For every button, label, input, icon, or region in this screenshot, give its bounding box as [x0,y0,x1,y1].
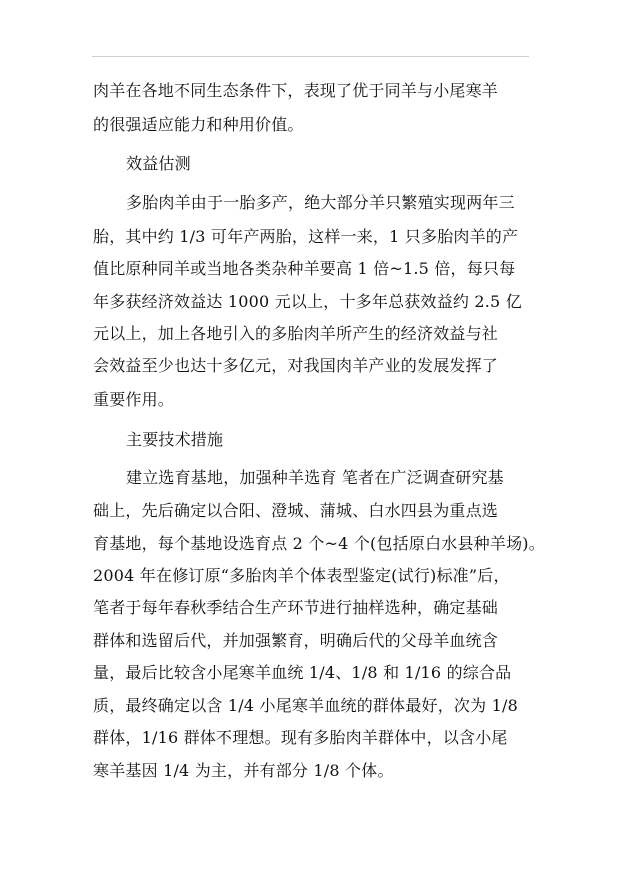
text-line: 础上，先后确定以合阳、澄城、蒲城、白水四县为重点选 [93,501,499,520]
header-rule [92,56,529,57]
text-line: 群体，1/16 群体不理想。现有多胎肉羊群体中，以含小尾 [93,728,508,747]
text-line: 年多获经济效益达 1000 元以上，十多年总获效益约 2.5 亿 [93,292,522,311]
text-line: 元以上，加上各地引入的多胎肉羊所产生的经济效益与社 [93,324,499,343]
section-heading: 主要技术措施 [126,430,224,449]
text-line: 值比原种同羊或当地各类杂种羊要高 1 倍~1.5 倍，每只每 [93,259,516,278]
text-line: 寒羊基因 1/4 为主，并有部分 1/8 个体。 [93,761,394,780]
text-line: 笔者于每年春秋季结合生产环节进行抽样选种，确定基础 [93,598,499,617]
text-line: 胎，其中约 1/3 可年产两胎，这样一来，1 只多胎肉羊的产 [93,227,519,246]
text-line: 量，最后比较含小尾寒羊血统 1/4、1/8 和 1/16 的综合品 [93,663,512,682]
section-heading: 效益估测 [126,154,191,173]
text-line: 重要作用。 [93,390,175,409]
text-line: 2004 年在修订原“多胎肉羊个体表型鉴定(试行)标准”后， [93,566,510,585]
text-line: 育基地，每个基地设选育点 2 个~4 个(包括原白水县种羊场)。 [93,534,545,553]
text-line: 的很强适应能力和种用价值。 [93,115,304,134]
text-line: 肉羊在各地不同生态条件下，表现了优于同羊与小尾寒羊 [93,81,499,100]
text-line: 会效益至少也达十多亿元，对我国肉羊产业的发展发挥了 [93,356,499,375]
text-line: 多胎肉羊由于一胎多产，绝大部分羊只繁殖实现两年三 [126,193,515,212]
text-line: 质，最终确定以含 1/4 小尾寒羊血统的群体最好，次为 1/8 [93,696,518,715]
text-line: 群体和选留后代，并加强繁育，明确后代的父母羊血统含 [93,631,499,650]
text-line: 建立选育基地，加强种羊选育 笔者在广泛调查研究基 [126,468,504,487]
